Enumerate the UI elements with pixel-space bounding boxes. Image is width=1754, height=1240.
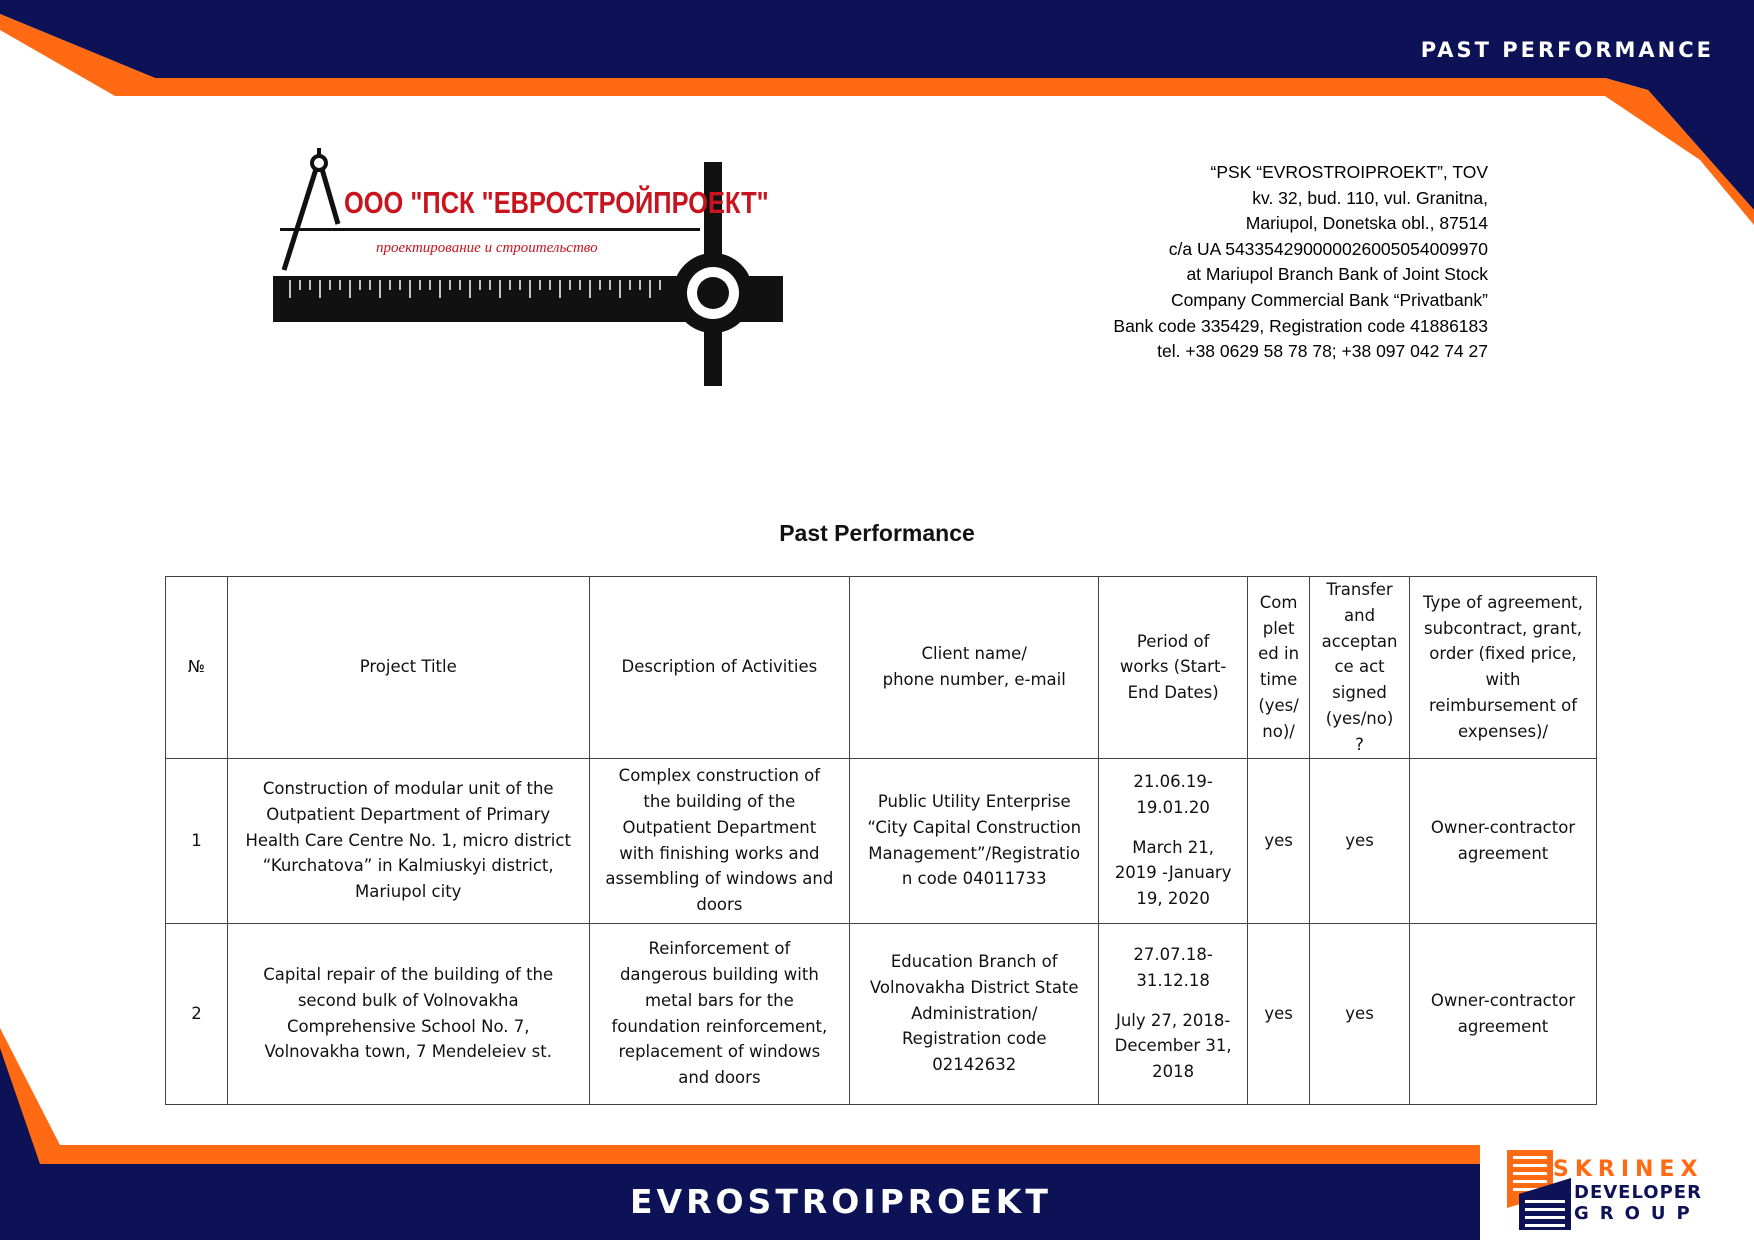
header-agreement-line: Type of agreement, — [1423, 592, 1584, 612]
company-detail-line: Mariupol, Donetska obl., 87514 — [1245, 213, 1488, 234]
text-line: Volnovakha town, 7 Mendeleiev st. — [264, 1042, 552, 1062]
row-agreement — [1410, 923, 1597, 1104]
row-transfer: yes — [1310, 758, 1410, 923]
row-agreement — [1410, 758, 1597, 923]
header-number: № — [166, 577, 228, 759]
company-detail-line: “PSK “EVROSTROIPROEKT”, TOV — [1210, 162, 1488, 182]
header-section-title: PAST PERFORMANCE — [1420, 38, 1714, 62]
past-performance-table — [165, 576, 1597, 1105]
header-agreement-line: order (fixed price, — [1429, 644, 1577, 664]
text-line: Administration/ — [911, 1003, 1038, 1023]
header-completed-line: ed in — [1258, 644, 1300, 664]
row-project-title — [227, 923, 589, 1104]
header-transfer-line: (yes/no) — [1325, 708, 1394, 728]
company-detail-line: tel. +38 0629 58 78 78; +38 097 042 74 27 — [1157, 341, 1488, 362]
header-completed — [1248, 577, 1310, 759]
header-agreement-line: reimbursement of — [1429, 696, 1578, 716]
header-completed-line: Com — [1259, 592, 1298, 612]
text-line: “Kurchatova” in Kalmiuskyi district, — [262, 856, 554, 876]
text-line: dangerous building with — [619, 964, 819, 984]
row-client — [850, 923, 1099, 1104]
text-line: Management”/Registratio — [868, 843, 1081, 863]
text-line: March 21, — [1132, 837, 1215, 857]
header-period-line: End Dates) — [1127, 683, 1219, 703]
text-line: Owner-contractor — [1430, 990, 1576, 1010]
text-line: Registration code — [901, 1029, 1047, 1049]
logo-tagline: проектирование и строительство — [376, 240, 598, 256]
header-completed-line: time — [1259, 670, 1298, 690]
skrinex-word: SKRINEX — [1553, 1157, 1704, 1182]
header-transfer-line: signed — [1332, 683, 1387, 703]
text-line: agreement — [1457, 843, 1549, 863]
text-line: Outpatient Department — [622, 817, 817, 837]
skrinex-logo — [1505, 1150, 1725, 1230]
footer-company-title: EVROSTROIPROEKT — [630, 1182, 1052, 1221]
text-line: July 27, 2018- — [1115, 1010, 1231, 1030]
text-line: Comprehensive School No. 7, — [286, 1016, 530, 1036]
document-title: Past Performance — [779, 520, 975, 546]
group-word: GROUP — [1574, 1203, 1701, 1224]
header-completed-line: (yes/ — [1258, 696, 1299, 716]
header-transfer-line: ? — [1355, 734, 1364, 754]
text-line: doors — [696, 895, 743, 915]
text-line: and doors — [678, 1068, 761, 1088]
text-line: 19.01.20 — [1136, 797, 1210, 817]
company-detail-line: Company Commercial Bank “Privatbank” — [1170, 289, 1488, 310]
text-line: “City Capital Construction — [867, 817, 1082, 837]
table-row — [166, 923, 1597, 1104]
text-line: 31.12.18 — [1136, 970, 1210, 990]
company-details — [1113, 160, 1488, 365]
row-period — [1099, 758, 1248, 923]
row-transfer: yes — [1310, 923, 1410, 1104]
row-number: 2 — [166, 923, 228, 1104]
header-period-line: Period of — [1136, 631, 1210, 651]
company-detail-line: kv. 32, bud. 110, vul. Granitna, — [1252, 187, 1488, 208]
text-line: metal bars for the — [644, 990, 794, 1010]
text-line: Capital repair of the building of the — [263, 964, 554, 984]
header-agreement — [1410, 577, 1597, 759]
header-transfer-line: ce act — [1334, 657, 1385, 677]
text-line: 2019 -January — [1114, 863, 1232, 883]
header-transfer-line: acceptan — [1321, 631, 1398, 651]
row-completed: yes — [1248, 923, 1310, 1104]
row-description — [589, 758, 850, 923]
text-line: Education Branch of — [890, 952, 1058, 972]
header-transfer-line: Transfer — [1326, 580, 1393, 599]
row-number: 1 — [166, 758, 228, 923]
header-completed-line: plet — [1262, 618, 1295, 638]
row-project-title — [227, 758, 589, 923]
row-description — [589, 923, 850, 1104]
header-project-title: Project Title — [227, 577, 589, 759]
text-line: 19, 2020 — [1136, 889, 1210, 909]
row-period — [1099, 923, 1248, 1104]
header-transfer — [1310, 577, 1410, 759]
header-agreement-line: with — [1485, 670, 1521, 690]
logo-company-name: ООО "ПСК "ЕВРОСТРОЙПРОЕКТ" — [344, 185, 769, 220]
text-line: December 31, — [1114, 1036, 1232, 1056]
text-line: second bulk of Volnovakha — [297, 990, 519, 1010]
header-agreement-line: subcontract, grant, — [1423, 618, 1583, 638]
header-agreement-line: expenses)/ — [1457, 721, 1549, 741]
company-logo — [270, 140, 790, 390]
header-client — [850, 577, 1099, 759]
text-line: 2018 — [1152, 1062, 1195, 1082]
text-line: Construction of modular unit of the — [262, 779, 554, 799]
text-line: Mariupol city — [354, 882, 462, 902]
text-line: the building of the — [643, 791, 796, 811]
text-line: 21.06.19- — [1133, 772, 1213, 792]
text-line: Outpatient Department of Primary — [266, 804, 551, 824]
text-line: Volnovakha District State — [869, 977, 1079, 997]
table-header-row — [166, 577, 1597, 759]
text-line: n code 04011733 — [901, 869, 1047, 889]
logo-graphic — [270, 140, 790, 390]
header-description: Description of Activities — [589, 577, 850, 759]
text-line: 27.07.18- — [1133, 945, 1213, 965]
text-line: with finishing works and — [619, 843, 820, 863]
developer-word: DEVELOPER — [1574, 1182, 1702, 1203]
row-completed: yes — [1248, 758, 1310, 923]
header-client-line: Client name/ — [921, 644, 1027, 664]
text-line: Complex construction of — [618, 766, 821, 786]
header-client-line: phone number, e-mail — [882, 670, 1066, 690]
top-navy-band — [0, 0, 1754, 210]
text-line: foundation reinforcement, — [611, 1016, 828, 1036]
text-line: Health Care Centre No. 1, micro district — [245, 830, 571, 850]
text-line: Owner-contractor — [1430, 817, 1576, 837]
company-detail-line: Bank code 335429, Registration code 41886183 — [1113, 315, 1488, 336]
row-client — [850, 758, 1099, 923]
text-line: Public Utility Enterprise — [877, 791, 1071, 811]
company-detail-line: c/a UA 543354290000026005054009970 — [1168, 238, 1488, 259]
header-transfer-line: and — [1344, 605, 1376, 625]
company-detail-line: at Mariupol Branch Bank of Joint Stock — [1186, 264, 1488, 285]
header-period-line: works (Start- — [1119, 657, 1227, 677]
header-period — [1099, 577, 1248, 759]
text-line: agreement — [1457, 1016, 1549, 1036]
text-line: assembling of windows and — [605, 869, 834, 889]
table-row — [166, 758, 1597, 923]
header-completed-line: no)/ — [1262, 721, 1295, 741]
text-line: Reinforcement of — [648, 939, 791, 959]
text-line: 02142632 — [932, 1055, 1017, 1075]
text-line: replacement of windows — [618, 1042, 821, 1062]
